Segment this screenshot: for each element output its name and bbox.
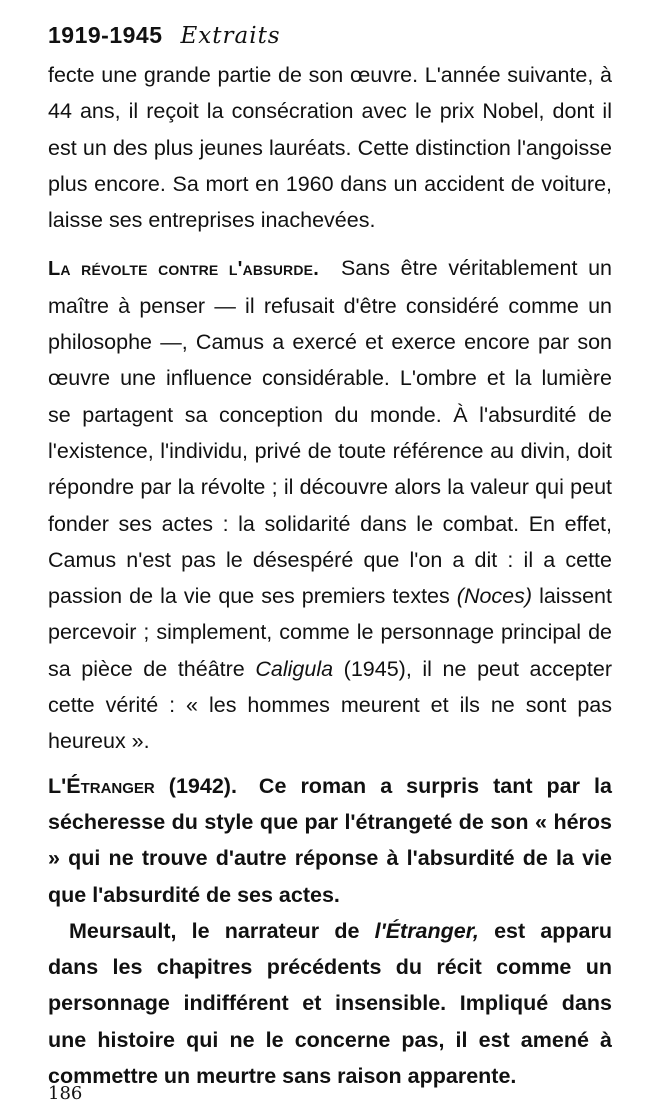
section-heading-etranger: L'Étranger (1942). (48, 773, 237, 798)
section-heading-revolte: La révolte contre l'absurde. (48, 258, 319, 281)
running-header (48, 22, 281, 49)
paragraph-revolte (48, 250, 612, 759)
meursault-text-2: est apparu dans les chapitres précédents du récit comme un personnage indifférent et insensible. Impliqué dans une histoire qui ne le concerne pas, il est amené à commettre un meurtre sans raison apparente. (48, 918, 612, 1089)
title-noces: (Noces) (456, 584, 533, 609)
paragraph-meursault (48, 913, 612, 1094)
header-years: 1919-1945 (48, 22, 163, 48)
paragraph-biography-end: fecte une grande partie de son œuvre. L'année suivante, à 44 ans, il reçoit la consécration avec le prix Nobel, dont il est un des plus jeunes lauréats. Cette distinction l'angoisse plus encore. Sa mort en 1960 dans un accident de voiture, laisse ses entreprises inachevées. (48, 63, 612, 233)
revolte-text-3: (1945), il ne peut accepter cette vérité : « les hommes meurent et ils ne sont pas heureux ». (48, 656, 612, 754)
header-label: Extraits (180, 23, 281, 49)
page-body (48, 57, 612, 1094)
page-number: 186 (48, 1083, 83, 1104)
title-caligula: Caligula (255, 656, 334, 681)
title-etranger: l'Étranger, (374, 918, 479, 943)
revolte-text-2: laissent percevoir ; simplement, comme le personnage principal de sa pièce de théâtre (48, 584, 612, 681)
revolte-text-1: Sans être véritablement un maître à penser — il refusait d'être considéré comme un philosophe —, Camus a exercé et exerce encore par son œuvre une influence considérable. L'ombre et la lumière se partagent sa conception du monde. À l'absurdité de l'existence, l'individu, privé de toute référence au divin, doit répondre par la révolte ; il découvre alors la valeur qui peut fonder ses actes : la solidarité dans le combat. En effet, Camus n'est pas le désespéré que l'on a dit : il a cette passion de la vie que ses premiers textes (48, 256, 612, 609)
meursault-text-1: Meursault, le narrateur de (69, 918, 360, 943)
paragraph-etranger-intro (48, 768, 612, 913)
etranger-intro-text: Ce roman a surpris tant par la sécheresse du style que par l'étrangeté de son « héros » qui ne trouve d'autre réponse à l'absurdité de la vie que l'absurdité de ses actes. (48, 773, 612, 907)
